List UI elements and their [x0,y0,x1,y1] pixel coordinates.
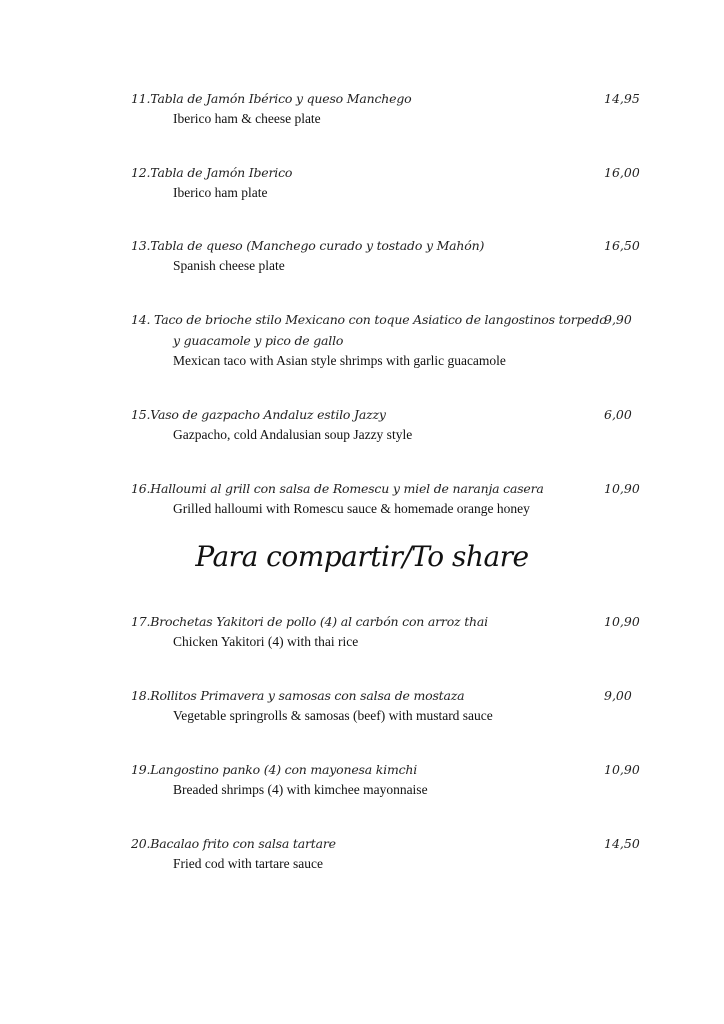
item-price: 14,95 [604,91,640,106]
section-heading: Para compartir/To share [195,540,529,573]
item-title: 18.Rollitos Primavera y samosas con salsa de mostaza [131,688,465,703]
item-title: 19.Langostino panko (4) con mayonesa kimchi [131,762,418,777]
item-price: 6,00 [604,407,632,422]
menu-item [131,478,651,519]
menu-item [131,685,651,726]
item-title: 13.Tabla de queso (Manchego curado y tostado y Mahón) [131,238,485,253]
item-price: 10,90 [604,614,640,629]
item-description: Mexican taco with Asian style shrimps with garlic guacamole [173,353,506,368]
menu-item [131,833,651,874]
menu-item [131,404,651,445]
menu-item [131,759,651,800]
item-title: 15.Vaso de gazpacho Andaluz estilo Jazzy [131,407,386,422]
item-description: Fried cod with tartare sauce [173,856,323,871]
menu-item [131,309,651,371]
item-price: 16,00 [604,165,640,180]
item-price: 10,90 [604,481,640,496]
item-price: 16,50 [604,238,640,253]
item-description: Spanish cheese plate [173,258,285,273]
item-price: 9,90 [604,312,632,327]
item-description: Chicken Yakitori (4) with thai rice [173,634,359,649]
item-description: Vegetable springrolls & samosas (beef) with mustard sauce [173,708,493,723]
item-title: 11.Tabla de Jamón Ibérico y queso Manchego [131,91,412,106]
item-description: Breaded shrimps (4) with kimchee mayonnaise [173,782,428,797]
item-description: Iberico ham & cheese plate [173,111,321,126]
menu-item [131,611,651,652]
item-description: Grilled halloumi with Romescu sauce & homemade orange honey [173,501,530,516]
item-description: Gazpacho, cold Andalusian soup Jazzy style [173,427,413,442]
item-price: 9,00 [604,688,632,703]
menu-item [131,88,651,129]
item-title: 16.Halloumi al grill con salsa de Romescu y miel de naranja casera [131,481,544,496]
item-title: 12.Tabla de Jamón Iberico [131,165,293,180]
item-title: 14. Taco de brioche stilo Mexicano con toque Asiatico de langostinos torpedo [131,312,607,327]
item-title-line2: y guacamole y pico de gallo [173,333,344,348]
item-title: 17.Brochetas Yakitori de pollo (4) al carbón con arroz thai [131,614,488,629]
item-title: 20.Bacalao frito con salsa tartare [131,836,336,851]
menu-item [131,235,651,276]
item-price: 10,90 [604,762,640,777]
menu-item [131,162,651,203]
item-price: 14,50 [604,836,640,851]
item-description: Iberico ham plate [173,185,268,200]
